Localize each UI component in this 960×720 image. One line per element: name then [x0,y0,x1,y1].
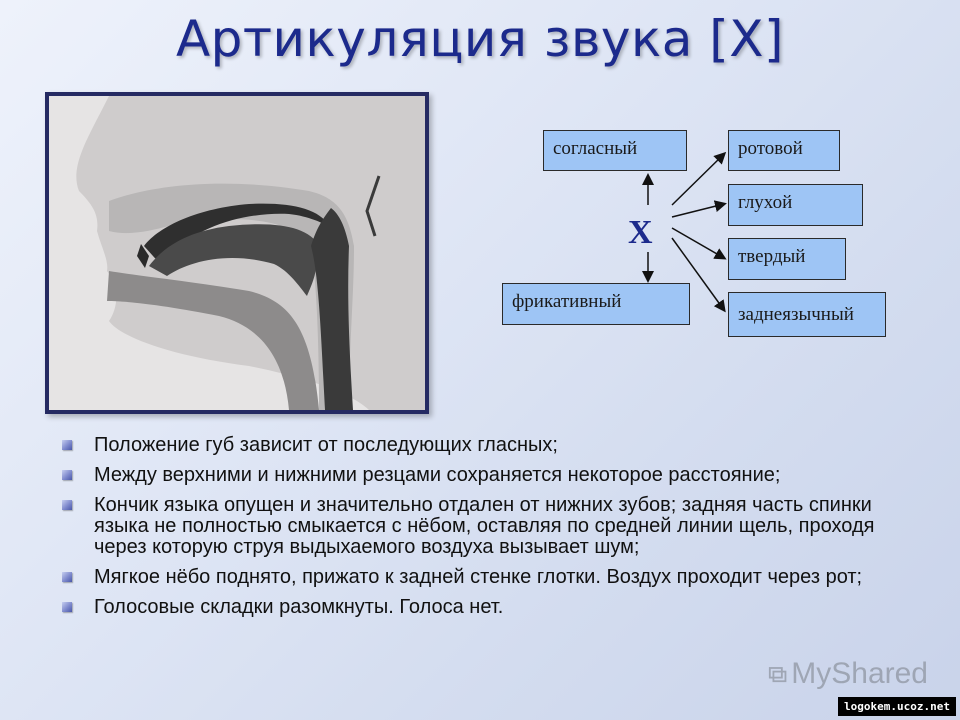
box-back-lingual: заднеязычный [728,292,886,337]
bullet-list [62,435,922,627]
myshared-watermark [768,654,928,694]
center-symbol: X [628,214,653,251]
bullet-item: Кончик языка опущен и значительно отдален от нижних зубов; задняя часть спинки языка не полностью смыкается с нёбом, оставляя по средней линии щель, проходя через которую струя выдыхаемого воздуха вызывает шум; [62,495,922,558]
bullet-item: Голосовые складки разомкнуты. Голоса нет. [62,597,922,618]
box-oral: ротовой [728,130,840,171]
box-voiceless: глухой [728,184,863,226]
myshared-logo-icon [768,658,787,690]
box-consonant: согласный [543,130,687,171]
bullet-item: Мягкое нёбо поднято, прижато к задней стенке глотки. Воздух проходит через рот; [62,567,922,588]
box-fricative: фрикативный [502,283,690,325]
bullet-item: Между верхними и нижними резцами сохраняется некоторое расстояние; [62,465,922,486]
watermark-text: MyShared [791,657,928,690]
page-title: Артикуляция звука [X] [175,10,785,68]
site-badge[interactable]: logokem.ucoz.net [838,697,956,716]
bullet-item: Положение губ зависит от последующих гласных; [62,435,922,456]
box-hard: твердый [728,238,846,280]
